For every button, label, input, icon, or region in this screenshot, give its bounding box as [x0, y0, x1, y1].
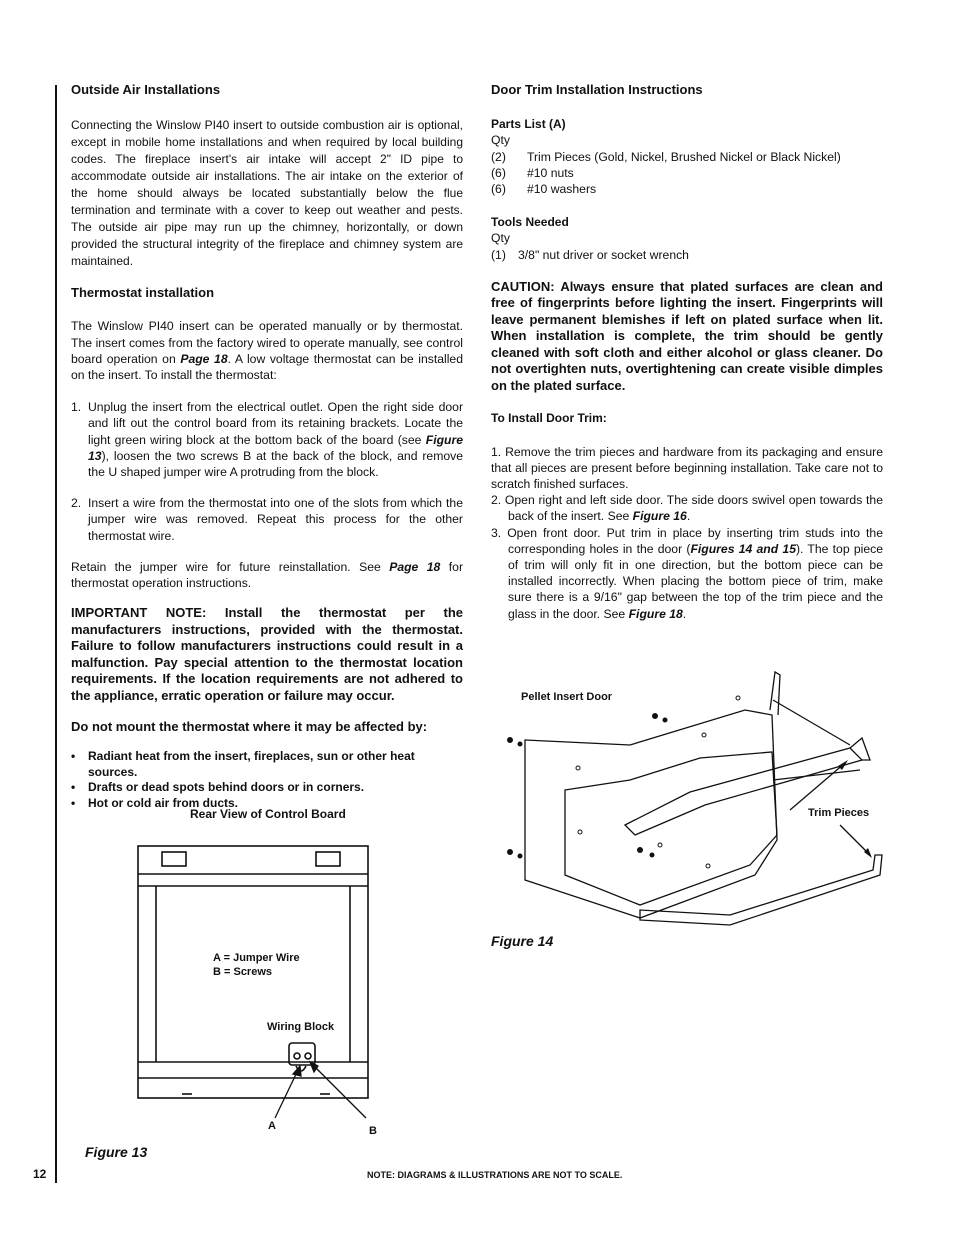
parts-item: (2) Trim Pieces (Gold, Nickel, Brushed Nickel or Black Nickel)	[491, 149, 841, 164]
door-trim-heading: Door Trim Installation Instructions	[491, 82, 703, 97]
outside-air-heading: Outside Air Installations	[71, 82, 221, 97]
install-step-1: 1. Remove the trim pieces and hardware from its packaging and ensure that all pieces are present before beginning installation. Take care not to scratch finished surfaces.	[491, 444, 883, 491]
placement-bullets	[71, 749, 463, 811]
tools-item: (1) 3/8" nut driver or socket wrench	[491, 247, 689, 262]
wiring-block-label: Wiring Block	[267, 1021, 335, 1033]
outside-air-body: Connecting the Winslow PI40 insert to outside combustion air is optional, except in mobile home installations and when required by local building codes. The fireplace insert's air intake will accept 2" ID pipe to accommodate outside air installations. The air intake on the exterior of the home should always be located substantially below the flue termination and terminate with a cover to keep out weather and pests. The outside air pipe may run up the chimney, horizontally, or down provided the structural integrity of the fireplace and chimney system are maintained.	[71, 118, 463, 269]
bullet-item: • Radiant heat from the insert, fireplaces, sun or other heat sources.	[71, 749, 415, 779]
tools-heading: Tools Needed	[491, 215, 569, 230]
retain-note: Retain the jumper wire for future reinstallation. See Page 18 for thermostat operation instructions.	[71, 559, 464, 591]
left-column	[71, 82, 463, 811]
margin-rule	[55, 85, 57, 1183]
caution-note: CAUTION: Always ensure that plated surfaces are clean and free of fingerprints before lighting the insert. Fingerprints will leave permanent blemishes if left on plated surface when lit. When installation is complete, the trim should be gently cleaned with soft cloth and either alcohol or glass cleaner. Do not overtighten nuts, overtightening can create visible dimples on the plated surface.	[491, 278, 883, 393]
parts-item: (6) #10 nuts	[491, 165, 574, 180]
figure13-caption: Figure 13	[85, 1144, 148, 1160]
important-note: IMPORTANT NOTE: Install the thermostat per the manufacturers instructions, provided with the thermostat. Failure to follow manufacturers instructions could result in a malfunction. Pay special attention to the thermostat location requirements. If the location requirements are not adhered to the appliance, erratic operation or failure may occur.	[71, 605, 463, 703]
callout-b: B	[369, 1125, 377, 1137]
control-board-diagram	[130, 840, 390, 1140]
install-step-3: 3. Open front door. Put trim in place by inserting trim studs into the corresponding holes in the door (Figures 14 and 15). The top piece of trim will only fit in one direction, but the bottom piece can be installed incorrectly. When placing the bottom piece of trim, make sure there is a 9/16" gap between the top of the trim piece and the glass in the door. See Figure 18.	[491, 525, 883, 621]
do-not-mount: Do not mount the thermostat where it may be affected by:	[71, 719, 428, 735]
trim-pieces-label: Trim Pieces	[808, 807, 870, 819]
figure13-title: Rear View of Control Board	[190, 807, 346, 821]
thermostat-step-2: 2. Insert a wire from the thermostat into one of the slots from which the jumper wire was removed. Repeat this process for the other thermostat wire.	[71, 496, 463, 543]
page-number: 12	[33, 1167, 47, 1181]
figure14-caption: Figure 14	[491, 933, 554, 949]
right-column	[491, 82, 883, 622]
thermostat-step-1: 1. Unplug the insert from the electrical outlet. Open the right side door and lift out the control board from its retaining brackets. Locate the light green wiring block at the bottom back of the board (see Figure 13), loosen the two screws B at the back of the block, and remove the U shaped jumper wire A protruding from the block.	[71, 400, 463, 480]
tools-list	[491, 247, 883, 263]
thermostat-intro: The Winslow PI40 insert can be operated manually or by thermostat. The insert comes from the factory wired to operate manually, see control board operation on Page 18. A low voltage thermostat can be installed on the insert. To install the thermostat:	[71, 319, 463, 383]
install-step-2: 2. Open right and left side door. The side doors swivel open towards the back of the insert. See Figure 16.	[491, 493, 883, 524]
callout-a: A	[268, 1120, 276, 1132]
bullet-item: • Hot or cold air from ducts.	[71, 795, 239, 810]
parts-item: (6) #10 washers	[491, 182, 597, 197]
legend-jumper: A = Jumper Wire	[213, 952, 300, 964]
thermostat-heading: Thermostat installation	[71, 285, 215, 301]
parts-list	[491, 149, 883, 198]
thermostat-steps	[71, 399, 463, 544]
scale-note: NOTE: DIAGRAMS & ILLUSTRATIONS ARE NOT TO SCALE.	[367, 1170, 623, 1180]
parts-qty-label: Qty	[491, 133, 510, 148]
legend-screws: B = Screws	[213, 966, 273, 978]
door-label: Pellet Insert Door	[521, 691, 613, 703]
install-heading: To Install Door Trim:	[491, 411, 607, 426]
bullet-item: • Drafts or dead spots behind doors or in corners.	[71, 780, 365, 795]
parts-heading: Parts List (A)	[491, 117, 566, 132]
tools-qty-label: Qty	[491, 231, 510, 246]
